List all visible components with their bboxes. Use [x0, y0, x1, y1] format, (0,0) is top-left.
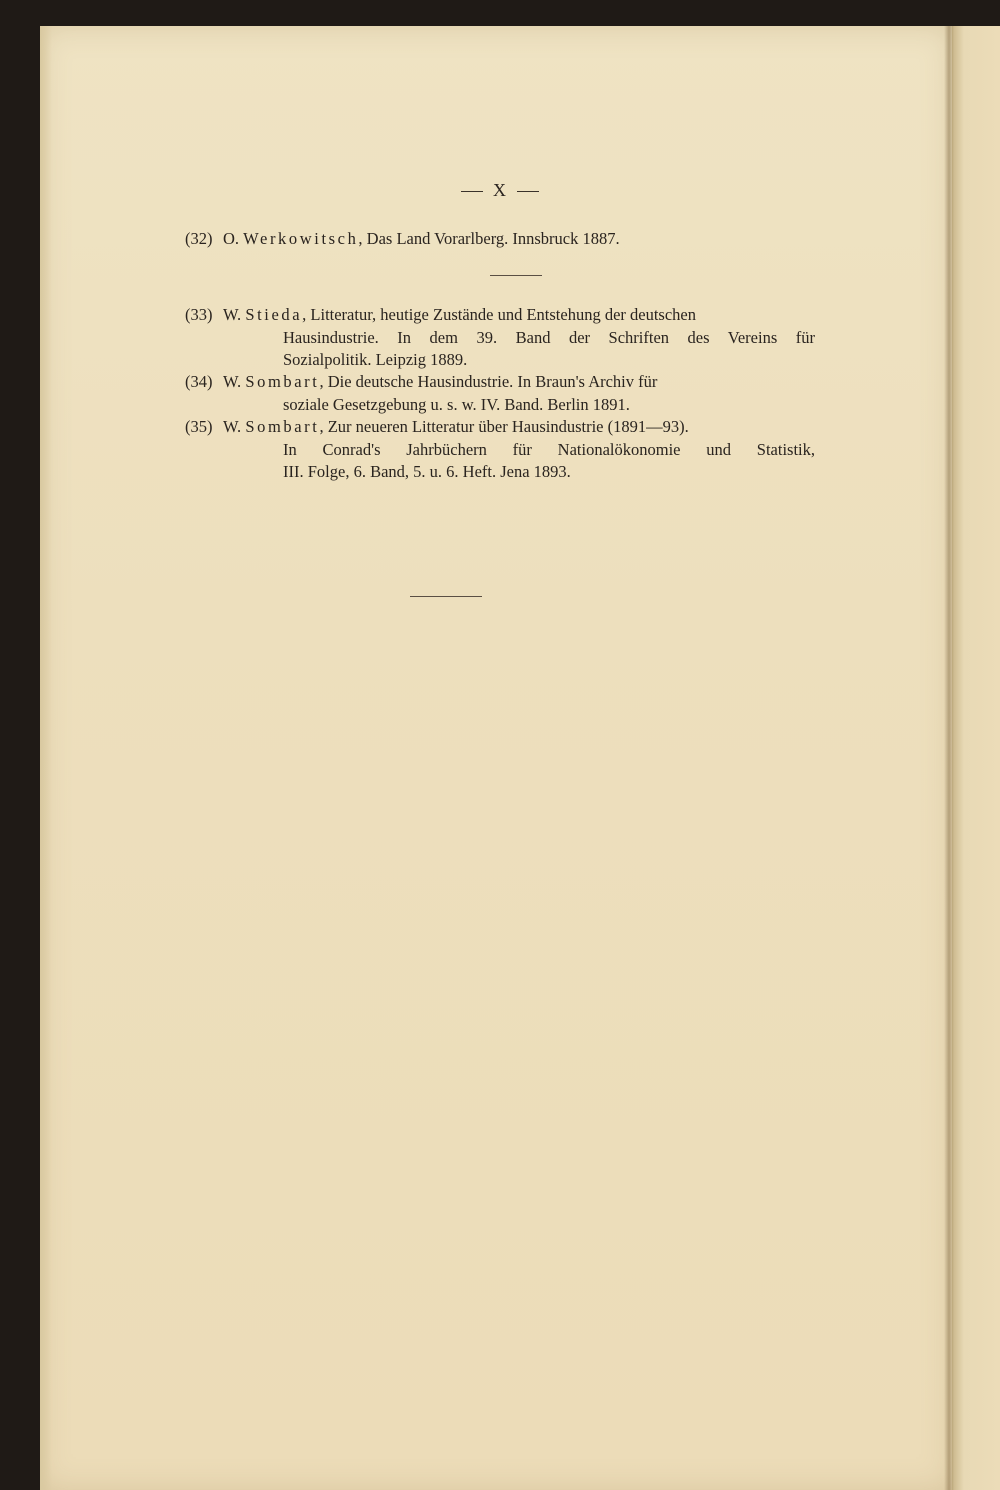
paper-edge-shadow — [40, 26, 52, 1490]
page-number-header — [0, 180, 1000, 201]
bibliography-entry-32 — [185, 228, 815, 251]
book-fold-shadow — [944, 26, 954, 1490]
entry-line — [185, 228, 815, 251]
entry-number: (35) — [185, 417, 213, 436]
end-rule — [410, 596, 482, 597]
entry-line: soziale Gesetzgebung u. s. w. IV. Band. Berlin 1891. — [283, 394, 630, 414]
entry-line: In Conrad's Jahrbüchern für Nationalökonomie und Statistik, — [283, 439, 815, 459]
entry-title: , Das Land Vorarlberg. Innsbruck 1887. — [358, 229, 620, 248]
header-dash-left — [461, 191, 483, 192]
entry-line: Sozialpolitik. Leipzig 1889. — [283, 350, 468, 369]
entry-author-name: Werkowitsch — [243, 229, 359, 248]
header-dash-right — [517, 191, 539, 192]
entry-author-name: Sombart — [245, 417, 320, 436]
entry-line — [185, 371, 815, 394]
entry-line — [185, 416, 815, 439]
entry-author-initial: W. — [223, 305, 246, 324]
entry-author-name: Stieda — [245, 305, 303, 324]
section-rule-short — [490, 275, 542, 276]
entry-title: , Zur neueren Litteratur über Hausindustrie (1891—93). — [319, 417, 689, 436]
entry-line: Hausindustrie. In dem 39. Band der Schriften des Vereins für — [283, 327, 815, 347]
scan-background-top — [0, 0, 1000, 26]
facing-page-edge — [952, 26, 1000, 1490]
scan-background-left — [0, 0, 40, 1490]
entry-line: III. Folge, 6. Band, 5. u. 6. Heft. Jena 1893. — [283, 462, 571, 481]
page-number: X — [493, 180, 507, 200]
entry-author-initial: W. — [223, 372, 246, 391]
entry-number: (32) — [185, 229, 213, 248]
entry-author-initial: W. — [223, 417, 246, 436]
entry-title: , Litteratur, heutige Zustände und Entstehung der deutschen — [302, 305, 697, 324]
bibliography-entry-34 — [185, 371, 815, 416]
bibliography-entry-35 — [185, 416, 815, 484]
entry-author-initial: O. — [223, 229, 244, 248]
entry-number: (34) — [185, 372, 213, 391]
entry-line — [185, 304, 815, 327]
bibliography-entry-33 — [185, 304, 815, 372]
entry-number: (33) — [185, 305, 213, 324]
entry-title: , Die deutsche Hausindustrie. In Braun's Archiv für — [319, 372, 658, 391]
entry-author-name: Sombart — [245, 372, 320, 391]
